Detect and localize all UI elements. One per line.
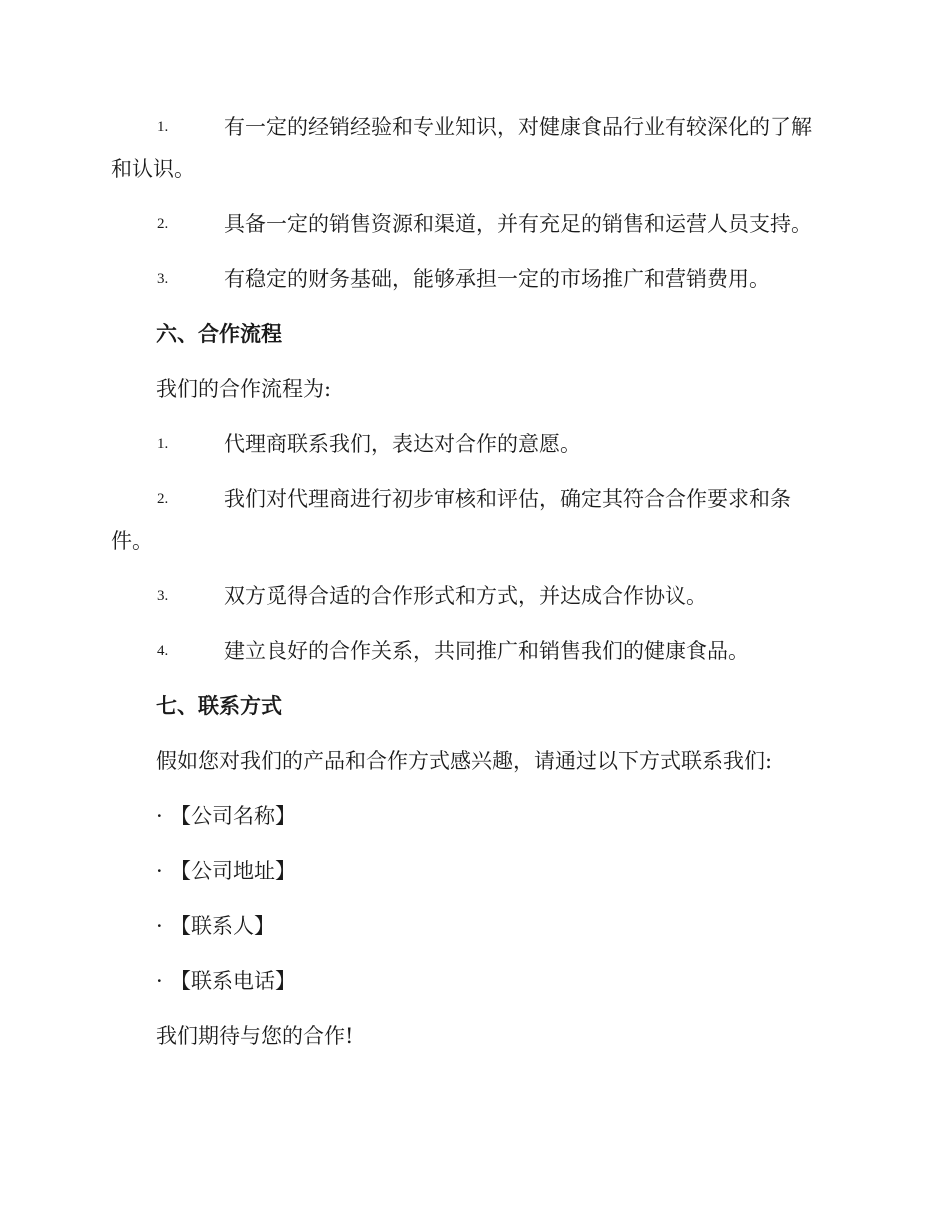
list-item-text-continued: 和认识。 bbox=[111, 157, 195, 181]
section-heading: 六、合作流程 bbox=[156, 321, 282, 346]
list-item-text: 双方觅得合适的合作形式和方式，并达成合作协议。 bbox=[224, 584, 707, 608]
list-item-text: 我们对代理商进行初步审核和评估，确定其符合合作要求和条 bbox=[224, 487, 791, 511]
bullet-icon: · bbox=[156, 804, 163, 828]
list-item-text: 具备一定的销售资源和渠道，并有充足的销售和运营人员支持。 bbox=[224, 212, 812, 236]
list-number: 1. bbox=[157, 119, 169, 135]
contact-list-item bbox=[156, 912, 275, 940]
list-number: 2. bbox=[157, 216, 169, 232]
contact-list-item bbox=[156, 857, 296, 885]
list-number: 4. bbox=[157, 643, 169, 659]
contact-label: 【公司名称】 bbox=[170, 804, 296, 828]
contact-label: 【联系人】 bbox=[170, 914, 275, 938]
paragraph: 我们的合作流程为: bbox=[156, 377, 332, 401]
bullet-icon: · bbox=[156, 914, 163, 938]
section-heading: 七、联系方式 bbox=[156, 693, 282, 718]
contact-list-item bbox=[156, 802, 296, 830]
contact-label: 【联系电话】 bbox=[170, 969, 296, 993]
list-number: 3. bbox=[157, 588, 169, 604]
bullet-icon: · bbox=[156, 969, 163, 993]
paragraph: 假如您对我们的产品和合作方式感兴趣，请通过以下方式联系我们: bbox=[156, 749, 773, 773]
closing-paragraph: 我们期待与您的合作! bbox=[156, 1024, 354, 1048]
bullet-icon: · bbox=[156, 859, 163, 883]
list-number: 3. bbox=[157, 271, 169, 287]
list-number: 2. bbox=[157, 491, 169, 507]
list-item-text: 代理商联系我们，表达对合作的意愿。 bbox=[224, 432, 581, 456]
contact-list-item bbox=[156, 967, 296, 995]
contact-label: 【公司地址】 bbox=[170, 859, 296, 883]
list-item-text: 建立良好的合作关系，共同推广和销售我们的健康食品。 bbox=[224, 639, 749, 663]
list-item-text: 有一定的经销经验和专业知识，对健康食品行业有较深化的了解 bbox=[224, 115, 812, 139]
list-item-text-continued: 件。 bbox=[111, 529, 153, 553]
list-item-text: 有稳定的财务基础，能够承担一定的市场推广和营销费用。 bbox=[224, 267, 770, 291]
list-number: 1. bbox=[157, 436, 169, 452]
